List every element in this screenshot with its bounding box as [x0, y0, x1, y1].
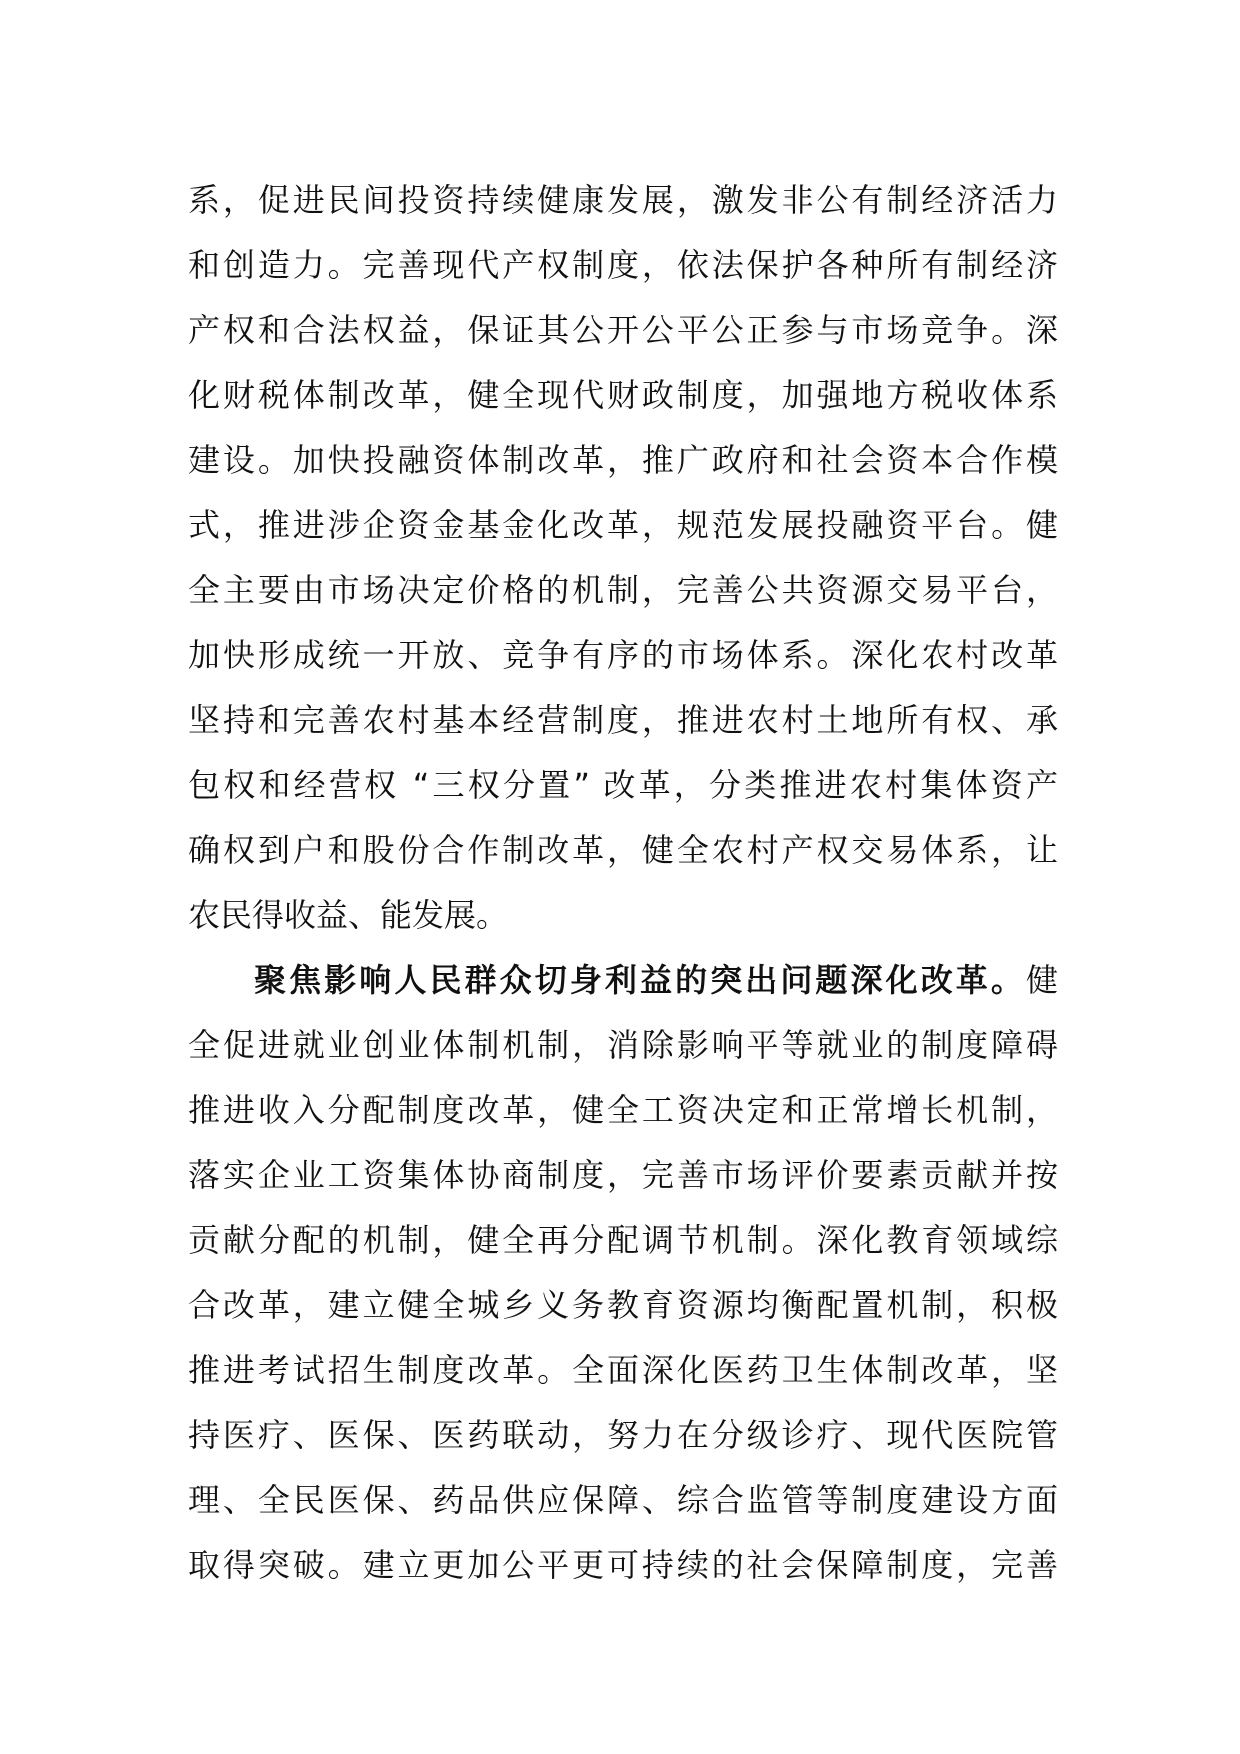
first-line-rest: 健	[1025, 961, 1058, 999]
text-line: 和创造力。完善现代产权制度，依法保护各种所有制经济	[188, 246, 1058, 284]
text-line: 合改革，建立健全城乡义务教育资源均衡配置机制，积极	[188, 1286, 1058, 1324]
text-line: 全促进就业创业体制机制，消除影响平等就业的制度障碍	[188, 1026, 1058, 1064]
text-line: 系，促进民间投资持续健康发展，激发非公有制经济活力	[188, 181, 1058, 219]
text-line: 落实企业工资集体协商制度，完善市场评价要素贡献并按	[188, 1156, 1058, 1194]
text-line: 全主要由市场决定价格的机制，完善公共资源交易平台，	[188, 571, 1058, 609]
text-line: 取得突破。建立更加公平更可持续的社会保障制度，完善	[188, 1546, 1058, 1584]
body-text	[188, 168, 1058, 1598]
text-line: 理、全民医保、药品供应保障、综合监管等制度建设方面	[188, 1481, 1058, 1519]
section-heading: 聚焦影响人民群众切身利益的突出问题深化改革。	[254, 961, 1026, 999]
text-line: 加快形成统一开放、竞争有序的市场体系。深化农村改革	[188, 636, 1058, 674]
paragraph-1	[188, 168, 1058, 948]
text-line: 推进考试招生制度改革。全面深化医药卫生体制改革，坚	[188, 1351, 1058, 1389]
paragraph-2	[188, 948, 1058, 1598]
text-line: 建设。加快投融资体制改革，推广政府和社会资本合作模	[188, 441, 1058, 479]
text-line: 化财税体制改革，健全现代财政制度，加强地方税收体系	[188, 376, 1058, 414]
paragraph-2-first-line	[188, 948, 1058, 1013]
text-line: 确权到户和股份合作制改革，健全农村产权交易体系，让	[188, 831, 1058, 869]
text-line: 农民得收益、能发展。	[188, 896, 509, 934]
text-line: 持医疗、医保、医药联动，努力在分级诊疗、现代医院管	[188, 1416, 1058, 1454]
text-line: 推进收入分配制度改革，健全工资决定和正常增长机制，	[188, 1091, 1058, 1129]
text-line: 式，推进涉企资金基金化改革，规范发展投融资平台。健	[188, 506, 1058, 544]
text-line: 产权和合法权益，保证其公开公平公正参与市场竞争。深	[188, 311, 1058, 349]
text-line: 包权和经营权 “三权分置” 改革，分类推进农村集体资产	[188, 766, 1058, 804]
text-line: 贡献分配的机制，健全再分配调节机制。深化教育领域综	[188, 1221, 1058, 1259]
text-line: 坚持和完善农村基本经营制度，推进农村土地所有权、承	[188, 701, 1058, 739]
